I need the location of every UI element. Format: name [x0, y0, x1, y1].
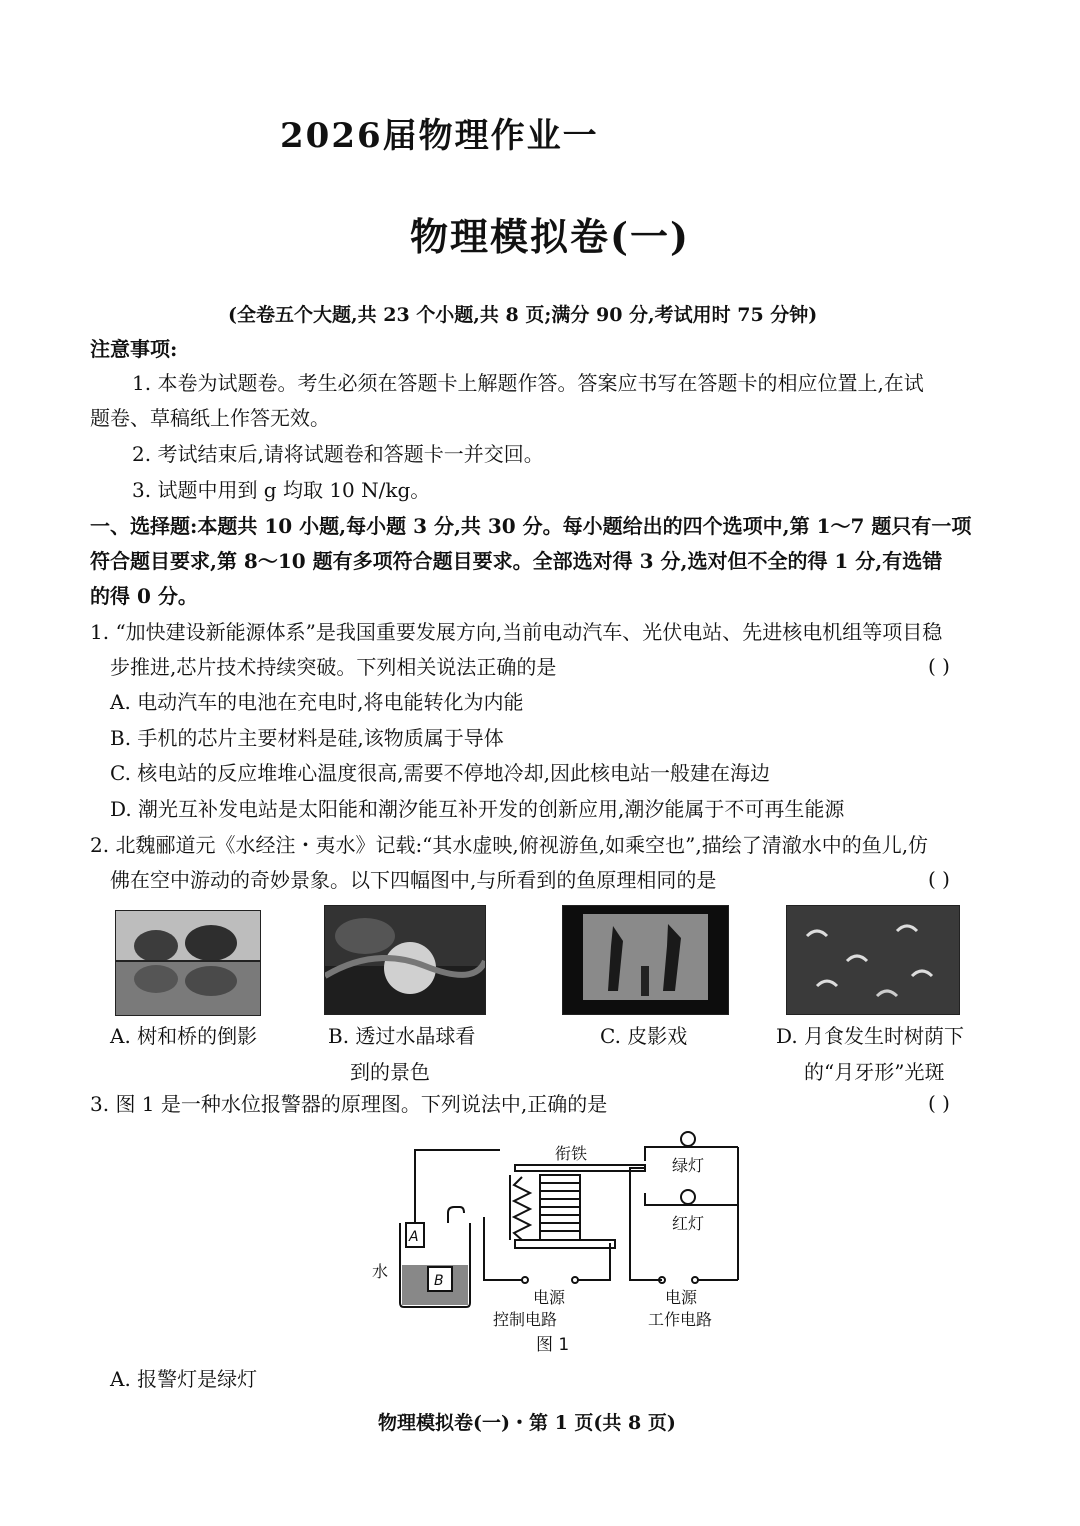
figure-1-circuit-diagram: [350, 1125, 760, 1360]
q2-caption-b-line-2: 到的景色: [350, 1060, 430, 1084]
notice-item-1-line-2: 题卷、草稿纸上作答无效。: [90, 406, 330, 430]
label-armature: 衔铁: [555, 1144, 588, 1163]
q2-caption-b-line-1: B. 透过水晶球看: [328, 1024, 476, 1048]
red-lamp-bulb: [681, 1190, 695, 1204]
wire-a-to-relay: [415, 1150, 500, 1223]
q2-stem-line-1: 2. 北魏郦道元《水经注・夷水》记载:“其水虚映,俯视游鱼,如乘空也”,描绘了清澈水中的鱼儿,仿: [90, 833, 929, 857]
q3-stem: 3. 图 1 是一种水位报警器的原理图。下列说法中,正确的是: [90, 1092, 608, 1116]
exam-title: 物理模拟卷(一): [410, 214, 690, 259]
label-electrode-a: A: [409, 1229, 419, 1245]
q3-option-a: A. 报警灯是绿灯: [110, 1367, 258, 1391]
q3-answer-bracket: ( ): [928, 1091, 950, 1115]
label-work-power: 电源: [665, 1288, 698, 1307]
page-footer: 物理模拟卷(一)・第 1 页(共 8 页): [378, 1412, 676, 1434]
armature: [515, 1165, 645, 1171]
label-control-power: 电源: [533, 1288, 566, 1307]
q1-option-a: A. 电动汽车的电池在充电时,将电能转化为内能: [110, 690, 524, 714]
notice-item-2: 2. 考试结束后,请将试题卷和答题卡一并交回。: [132, 442, 544, 466]
q2-caption-d-line-1: D. 月食发生时树荫下: [776, 1024, 965, 1048]
electrode-b-tube: [448, 1207, 464, 1223]
q1-option-b: B. 手机的芯片主要材料是硅,该物质属于导体: [110, 726, 504, 750]
page-title: 2026届物理作业一: [280, 116, 599, 156]
exam-subtitle: (全卷五个大题,共 23 个小题,共 8 页;满分 90 分,考试用时 75 分钟): [228, 304, 818, 326]
figure-1-caption: 图 1: [536, 1335, 570, 1355]
notice-heading: 注意事项:: [90, 337, 178, 361]
photo-crescent-light-spots: [786, 905, 960, 1015]
notice-item-3: 3. 试题中用到 g 均取 10 N/kg。: [132, 478, 431, 502]
label-electrode-b: B: [434, 1273, 444, 1289]
section-1-line-3: 的得 0 分。: [90, 584, 198, 608]
photo-tree-bridge-reflection: [115, 910, 261, 1016]
control-power-terminal-left: [522, 1277, 528, 1283]
q1-stem-line-2: 步推进,芯片技术持续突破。下列相关说法正确的是: [110, 655, 557, 679]
q1-option-c: C. 核电站的反应堆堆心温度很高,需要不停地冷却,因此核电站一般建在海边: [110, 761, 771, 785]
q2-caption-d-line-2: 的“月牙形”光斑: [804, 1060, 945, 1084]
label-green-lamp: 绿灯: [672, 1156, 705, 1175]
green-lamp-bulb: [681, 1132, 695, 1146]
q2-answer-bracket: ( ): [928, 867, 950, 891]
control-power-terminal-right: [572, 1277, 578, 1283]
relay-base: [515, 1240, 615, 1248]
q1-stem-line-1: 1. “加快建设新能源体系”是我国重要发展方向,当前电动汽车、光伏电站、先进核电机组等项目稳: [90, 620, 943, 644]
relay-spring: [514, 1177, 530, 1240]
label-red-lamp: 红灯: [672, 1214, 705, 1233]
label-control-circuit: 控制电路: [493, 1310, 558, 1329]
section-1-line-1: 一、选择题:本题共 10 小题,每小题 3 分,共 30 分。每小题给出的四个选项中,第 1～7 题只有一项: [90, 514, 972, 538]
q2-stem-line-2: 佛在空中游动的奇妙景象。以下四幅图中,与所看到的鱼原理相同的是: [110, 868, 717, 892]
photo-crystal-ball-view: [324, 905, 486, 1015]
section-1-line-2: 符合题目要求,第 8～10 题有多项符合题目要求。全部选对得 3 分,选对但不全的得 1 分,有选错: [90, 549, 943, 573]
q1-option-d: D. 潮光互补发电站是太阳能和潮汐能互补开发的创新应用,潮汐能属于不可再生能源: [110, 797, 845, 821]
q2-caption-c: C. 皮影戏: [600, 1024, 688, 1048]
notice-item-1-line-1: 1. 本卷为试题卷。考生必须在答题卡上解题作答。答案应书写在答题卡的相应位置上,在试: [132, 371, 924, 395]
q1-answer-bracket: ( ): [928, 654, 950, 678]
photo-shadow-puppet: [562, 905, 729, 1015]
work-power-terminal-right: [692, 1277, 698, 1283]
label-work-circuit: 工作电路: [648, 1310, 713, 1329]
label-water: 水: [372, 1262, 389, 1281]
q2-caption-a: A. 树和桥的倒影: [110, 1024, 258, 1048]
